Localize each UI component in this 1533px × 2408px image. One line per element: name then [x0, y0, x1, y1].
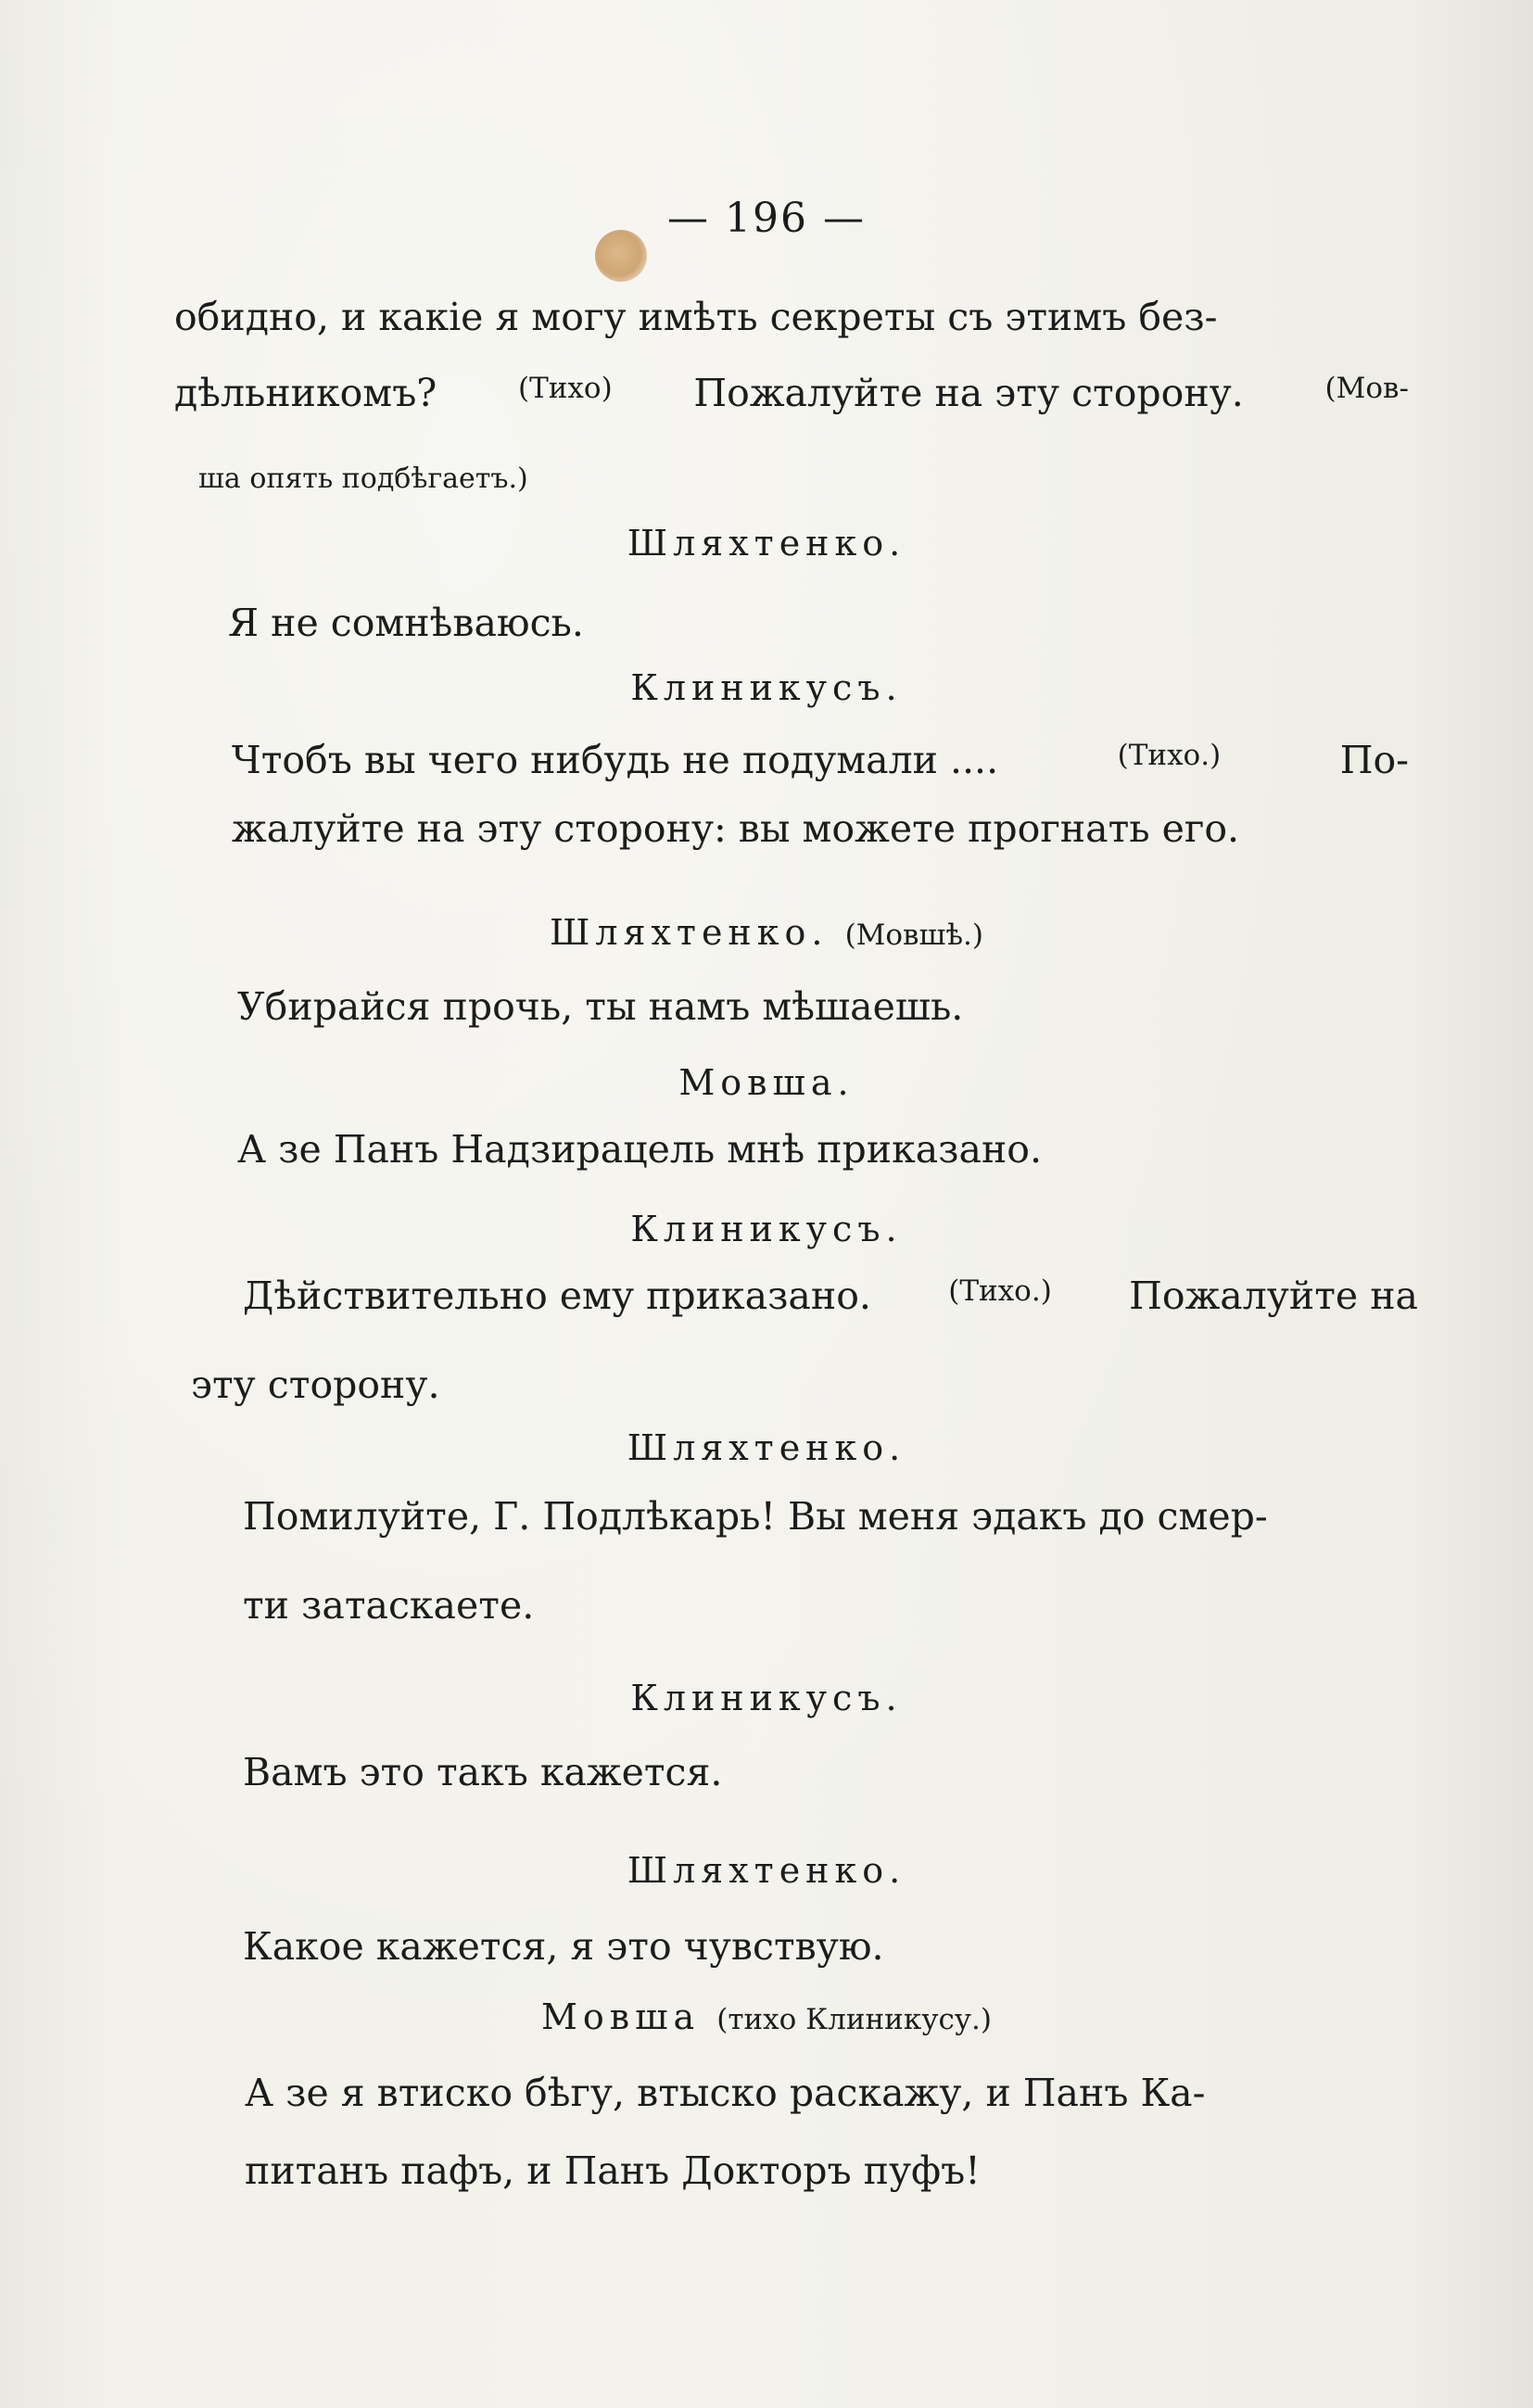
text-fragment: дѣльникомъ?: [174, 371, 437, 415]
speaker-with-direction: [0, 912, 1533, 953]
text-line-5: [232, 738, 1409, 782]
text-line: Я не сомнѣваюсь.: [228, 601, 584, 645]
stage-direction-line: ша опять подбѣгаетъ.): [198, 463, 528, 495]
text-line: А зе Панъ Надзирацель мнѣ приказано.: [237, 1127, 1043, 1172]
stage-direction: (тихо Клиникусу.): [716, 2003, 992, 2036]
text-fragment: Чтобъ вы чего нибудь не подумали ....: [232, 738, 999, 782]
stage-direction: (Тихо): [517, 372, 613, 405]
speaker-name: Мовша: [540, 1996, 701, 2037]
text-line-15: [245, 2071, 1422, 2115]
text-line-1: [174, 295, 1409, 339]
text-fragment: А зе я втиско бѣгу, втыско раскажу, и Панъ Ка-: [245, 2071, 1206, 2115]
speaker-name: Шляхтенко.: [627, 1850, 906, 1891]
text-fragment: Пожалуйте на: [1129, 1274, 1418, 1318]
text-line: эту сторону.: [191, 1362, 440, 1407]
speaker-with-direction: [0, 1996, 1533, 2037]
speaker-name: Шляхтенко.: [627, 1427, 906, 1468]
speaker-name: Клиникусъ.: [630, 667, 903, 708]
text-line: ти затаскаете.: [243, 1583, 535, 1628]
text-line: Какое кажется, я это чувствую.: [243, 1924, 884, 1969]
page-number: — 196 —: [667, 195, 866, 242]
stage-direction: (Мовшѣ.): [844, 919, 983, 952]
text-line-1-content: обидно, и какіе я могу имѣть секреты съ этимъ без-: [174, 295, 1218, 339]
speaker-name: Мовша.: [678, 1062, 855, 1103]
text-line: Убирайся прочь, ты намъ мѣшаешь.: [237, 984, 964, 1029]
stage-direction: (Тихо.): [948, 1274, 1052, 1308]
stage-direction: (Тихо.): [1117, 739, 1222, 772]
text-fragment: По-: [1339, 738, 1409, 782]
speaker-name: Клиникусъ.: [630, 1209, 903, 1249]
speaker-name: Шляхтенко.: [627, 523, 906, 564]
text-line-2: [174, 371, 1409, 415]
text-line-11: [243, 1494, 1418, 1539]
speaker-name: Клиникусъ.: [630, 1678, 903, 1718]
text-line: Вамъ это такъ кажется.: [243, 1750, 723, 1794]
text-fragment: Помилуйте, Г. Подлѣкарь! Вы меня эдакъ до смер-: [243, 1494, 1268, 1539]
stage-direction: (Мов-: [1324, 372, 1409, 405]
speaker-name: Шляхтенко.: [550, 912, 829, 953]
text-line: питанъ пафъ, и Панъ Докторъ пуфъ!: [245, 2148, 981, 2193]
text-line-9: [243, 1274, 1418, 1318]
text-fragment: Дѣйствительно ему приказано.: [243, 1274, 871, 1318]
text-line-6: [232, 806, 1409, 851]
text-fragment: Пожалуйте на эту сторону.: [693, 371, 1244, 415]
text-fragment: жалуйте на эту сторону: вы можете прогнать его.: [232, 806, 1240, 851]
